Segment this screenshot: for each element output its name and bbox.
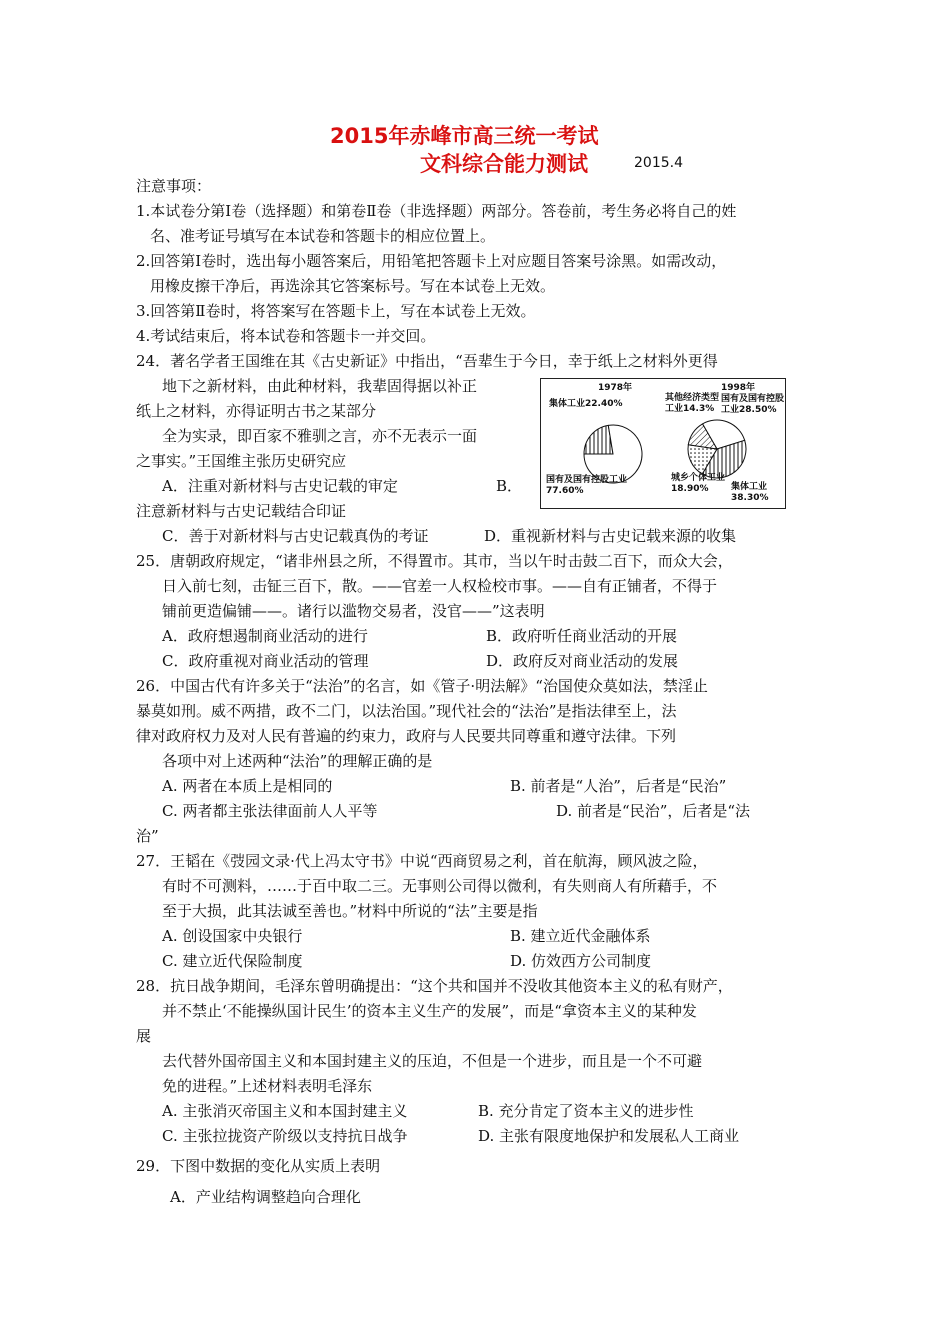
q25-stem: 日入前七刻，击钲三百下，散。——官差一人权检校市事。——自有正铺者，不得于 — [162, 577, 718, 595]
q28-stem: 28．抗日战争期间，毛泽东曾明确提出：“这个共和国并不没收其他资本主义的私有财产， — [136, 977, 733, 995]
q26-stem: 26．中国古代有许多关于“法治”的名言，如《管子·明法解》“治国使众莫如法，禁淫止 — [136, 677, 708, 695]
pie2-label-state: 国有及国有控股工业28.50% — [721, 394, 785, 415]
notice-line: 3.回答第Ⅱ卷时，将答案写在答题卡上，写在本试卷上无效。 — [136, 302, 536, 320]
q27-option-d: D. 仿效西方公司制度 — [510, 952, 652, 970]
pie2-title: 1998年 — [721, 383, 756, 393]
notice-line: 4.考试结束后，将本试卷和答题卡一并交回。 — [136, 327, 436, 345]
q29-stem: 29．下图中数据的变化从实质上表明 — [136, 1157, 381, 1175]
q24-option-a: A．注重对新材料与古史记载的审定 — [162, 477, 398, 495]
q24-stem: 纸上之材料，亦得证明古书之某部分 — [136, 402, 377, 420]
q26-stem: 各项中对上述两种“法治”的理解正确的是 — [162, 752, 433, 770]
pie2-label-other: 其他经济类型工业14.3% — [665, 393, 720, 414]
q26-stem: 律对政府权力及对人民有普遍的约束力，政府与人民要共同尊重和遵守法律。下列 — [136, 727, 677, 745]
q28-stem: 免的进程。”上述材料表明毛泽东 — [162, 1077, 373, 1095]
q27-stem: 至于大损，此其法诚至善也。”材料中所说的“法”主要是指 — [162, 902, 538, 920]
pie1-label-collective: 集体工业22.40% — [549, 399, 623, 409]
q28-option-d: D. 主张有限度地保护和发展私人工商业 — [478, 1127, 740, 1145]
q25-option-a: A．政府想遏制商业活动的进行 — [162, 627, 368, 645]
q27-stem: 有时不可测料，……于百中取二三。无事则公司得以微利，有失则商人有所藉手，不 — [162, 877, 718, 895]
q28-stem: 展 — [136, 1027, 152, 1045]
q28-stem: 去代替外国帝国主义和本国封建主义的压迫，不但是一个进步，而且是一个不可避 — [162, 1052, 703, 1070]
q26-option-c: C. 两者都主张法律面前人人平等 — [162, 802, 378, 820]
q26-option-d: D. 前者是“民治”，后者是“法 — [556, 802, 751, 820]
q27-option-a: A. 创设国家中央银行 — [162, 927, 303, 945]
q24-option-c: C．善于对新材料与古史记载真伪的考证 — [162, 527, 429, 545]
pie2-label-individual: 城乡个体工业18.90% — [671, 473, 726, 494]
exam-date: 2015.4 — [634, 155, 683, 171]
q25-option-b: B．政府听任商业活动的开展 — [486, 627, 678, 645]
q29-option-a: A．产业结构调整趋向合理化 — [170, 1188, 361, 1206]
q25-stem: 铺前更造偏铺——。诸行以滥物交易者，没官——”这表明 — [162, 602, 545, 620]
q25-stem: 25．唐朝政府规定，“诸非州县之所，不得置市。其市，当以午时击鼓二百下，而众大会， — [136, 552, 733, 570]
q26-stem: 暴莫如刑。威不两措，政不二门，以法治国。”现代社会的“法治”是指法律至上，法 — [136, 702, 677, 720]
notice-line: 1.本试卷分第Ⅰ卷（选择题）和第卷Ⅱ卷（非选择题）两部分。答卷前，考生务必将自己的姓 — [136, 202, 737, 220]
q26-option-b: B. 前者是“人治”，后者是“民治” — [510, 777, 727, 795]
q28-option-c: C. 主张拉拢资产阶级以支持抗日战争 — [162, 1127, 408, 1145]
notice-line: 2.回答第Ⅰ卷时，选出每小题答案后，用铅笔把答题卡上对应题目答案号涂黑。如需改动， — [136, 252, 727, 270]
q24-option-d: D．重视新材料与古史记载来源的收集 — [484, 527, 737, 545]
q24-option-b: 注意新材料与古史记载结合印证 — [136, 502, 347, 520]
exam-title: 2015年赤峰市高三统一考试 — [330, 124, 599, 148]
q24-stem: 地下之新材料，由此种材料，我辈固得据以补正 — [162, 377, 478, 395]
q27-option-c: C. 建立近代保险制度 — [162, 952, 303, 970]
q24-stem: 全为实录，即百家不雅驯之言，亦不无表示一面 — [162, 427, 478, 445]
q24-stem: 之事实。”王国维主张历史研究应 — [136, 452, 347, 470]
q28-option-b: B. 充分肯定了资本主义的进步性 — [478, 1102, 694, 1120]
q26-option-a: A. 两者在本质上是相同的 — [162, 777, 333, 795]
q24-stem: 24．著名学者王国维在其《古史新证》中指出，“吾辈生于今日，幸于纸上之材料外更得 — [136, 352, 718, 370]
q24-option-b-label: B． — [496, 477, 523, 495]
q25-option-d: D．政府反对商业活动的发展 — [486, 652, 679, 670]
q28-stem: 并不禁止‘不能操纵国计民生’的资本主义生产的发展”，而是“拿资本主义的某种发 — [162, 1002, 697, 1020]
pie1-title: 1978年 — [598, 383, 633, 393]
exam-subtitle: 文科综合能力测试 — [420, 152, 588, 176]
notice-line: 名、准考证号填写在本试卷和答题卡的相应位置上。 — [150, 227, 496, 245]
notice-heading: 注意事项： — [136, 177, 212, 195]
q27-option-b: B. 建立近代金融体系 — [510, 927, 651, 945]
q27-stem: 27．王韬在《弢园文录·代上冯太守书》中说“西商贸易之利，首在航海，顾风波之险， — [136, 852, 708, 870]
q25-option-c: C．政府重视对商业活动的管理 — [162, 652, 369, 670]
pie2-label-collective: 集体工业38.30% — [731, 482, 769, 503]
notice-line: 用橡皮擦干净后，再选涂其它答案标号。写在本试卷上无效。 — [150, 277, 556, 295]
pie1-label-state: 国有及国有控股工业77.60% — [546, 475, 628, 496]
q28-option-a: A. 主张消灭帝国主义和本国封建主义 — [162, 1102, 408, 1120]
pie-chart-figure — [540, 378, 786, 509]
q26-option-d-cont: 治” — [136, 827, 159, 845]
